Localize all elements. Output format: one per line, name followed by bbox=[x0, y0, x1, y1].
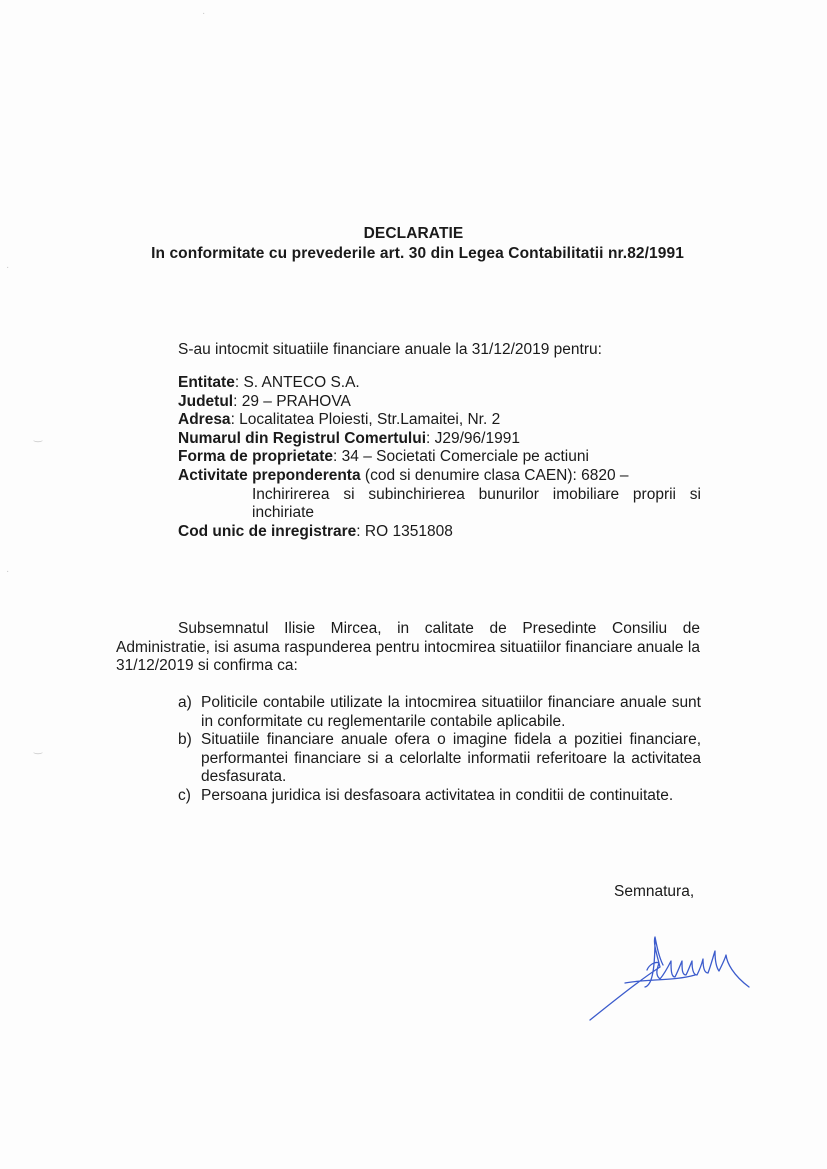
scan-artifact: · bbox=[6, 262, 10, 273]
document-subtitle: In conformitate cu prevederile art. 30 din Legea Contabilitatii nr.82/1991 bbox=[151, 245, 684, 262]
list-text: Situatiile financiare anuale ofera o imagine fidela a pozitiei financiare, performantei financiare si a celorlalte informatii referitoare la activitatea desfasurata. bbox=[201, 731, 701, 785]
field-entitate bbox=[178, 374, 701, 393]
field-label: Adresa bbox=[178, 411, 231, 429]
list-text: Politicile contabile utilizate la intocmirea situatiilor financiare anuale sunt in conformitate cu reglementarile contabile aplicabile. bbox=[201, 694, 701, 730]
field-forma bbox=[178, 448, 701, 467]
field-activitate bbox=[178, 467, 701, 486]
scan-artifact: · bbox=[202, 8, 206, 19]
intro-text: S-au intocmit situatiile financiare anuale la 31/12/2019 pentru: bbox=[178, 341, 602, 358]
entity-fields bbox=[178, 374, 701, 541]
field-label: Forma de proprietate bbox=[178, 448, 334, 466]
field-value: Inchirirerea si subinchirierea bunurilor imobiliare proprii si bbox=[252, 485, 701, 503]
list-item bbox=[178, 694, 701, 731]
handwritten-signature bbox=[585, 925, 755, 1025]
field-label: Cod unic de inregistrare bbox=[178, 522, 357, 540]
scan-artifact: ‿ bbox=[34, 432, 43, 443]
field-value: : 29 – PRAHOVA bbox=[233, 392, 351, 410]
field-activitate-line3 bbox=[178, 504, 701, 523]
list-letter: a) bbox=[178, 694, 192, 711]
field-activitate-line2 bbox=[178, 486, 701, 505]
field-label: Numarul din Registrul Comertului bbox=[178, 429, 427, 447]
field-cod-unic bbox=[178, 523, 701, 542]
document-title: DECLARATIE bbox=[363, 225, 464, 242]
scan-artifact: ‿ bbox=[34, 744, 43, 755]
list-letter: b) bbox=[178, 731, 192, 748]
field-judetul bbox=[178, 393, 701, 412]
confirmation-list bbox=[178, 694, 701, 805]
field-registru bbox=[178, 430, 701, 449]
field-value: : J29/96/1991 bbox=[426, 429, 520, 447]
field-value: : Localitatea Ploiesti, Str.Lamaitei, Nr. 2 bbox=[230, 411, 501, 429]
field-label: Activitate preponderenta bbox=[178, 466, 361, 484]
signature-label: Semnatura, bbox=[614, 883, 695, 900]
list-item bbox=[178, 731, 701, 787]
field-adresa bbox=[178, 411, 701, 430]
statement-paragraph: Subsemnatul Ilisie Mircea, in calitate de Presedinte Consiliu de Administratie, isi asuma raspunderea pentru intocmirea situatiilor financiare anuale la 31/12/2019 si confirma ca: bbox=[116, 620, 700, 674]
list-item bbox=[178, 787, 701, 806]
field-label: Entitate bbox=[178, 374, 235, 391]
list-text: Persoana juridica isi desfasoara activitatea in conditii de continuitate. bbox=[201, 786, 674, 804]
field-value: : S. ANTECO S.A. bbox=[234, 374, 360, 391]
field-value: (cod si denumire clasa CAEN): 6820 – bbox=[360, 466, 629, 484]
scan-artifact: · bbox=[6, 566, 10, 577]
list-letter: c) bbox=[178, 786, 191, 804]
field-value: : 34 – Societati Comerciale pe actiuni bbox=[333, 448, 589, 466]
field-label: Judetul bbox=[178, 392, 234, 410]
field-value: : RO 1351808 bbox=[356, 522, 453, 540]
field-value: inchiriate bbox=[252, 504, 315, 522]
